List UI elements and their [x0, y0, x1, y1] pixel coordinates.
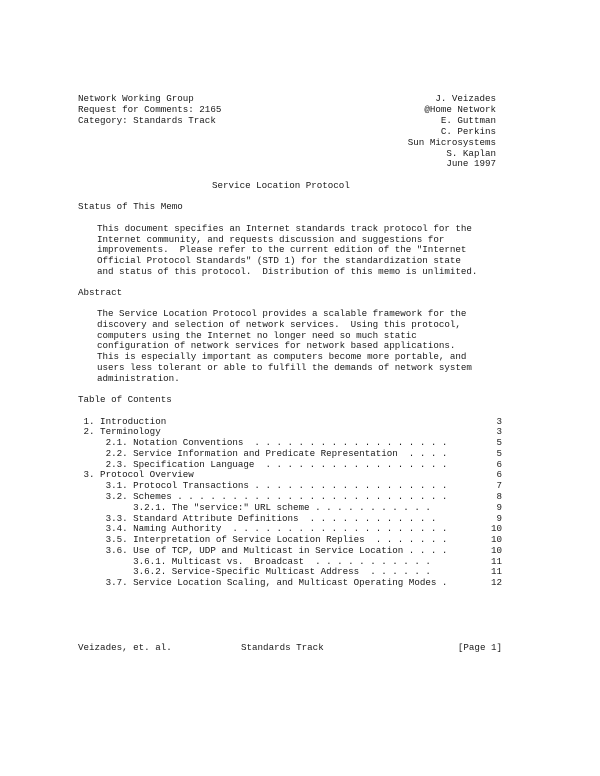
toc-entry[interactable]: 3. Protocol Overview [78, 469, 194, 480]
header-affiliation-2: Sun Microsystems [407, 137, 496, 148]
toc-entry[interactable]: 2. Terminology [78, 426, 161, 437]
header-author-4: S. Kaplan [446, 148, 496, 159]
status-line: Internet community, and requests discussion and suggestions for [97, 234, 445, 245]
toc-page-number: 6 [496, 469, 502, 480]
toc-page-number: 7 [496, 480, 502, 491]
toc-page-number: 9 [496, 513, 502, 524]
toc-heading: Table of Contents [78, 394, 172, 405]
toc-page-number: 5 [496, 437, 502, 448]
toc-page-number: 3 [496, 416, 502, 427]
toc-page-number: 5 [496, 448, 502, 459]
toc-page-number: 6 [496, 459, 502, 470]
toc-entry[interactable]: 3.6.2. Service-Specific Multicast Address . . . . . . [78, 566, 431, 577]
abstract-line: administration. [97, 373, 180, 384]
abstract-line: configuration of network services for network based applications. [97, 340, 456, 351]
toc-entry[interactable]: 1. Introduction [78, 416, 167, 427]
toc-entry[interactable]: 3.5. Interpretation of Service Location Replies . . . . . . . [78, 534, 448, 545]
toc-page-number: 9 [496, 502, 502, 513]
toc-page-number: 10 [490, 545, 502, 556]
status-line: and status of this protocol. Distribution of this memo is unlimited. [97, 266, 478, 277]
toc-entry[interactable]: 3.3. Standard Attribute Definitions . . . . . . . . . . . . [78, 513, 437, 524]
header-working-group: Network Working Group [78, 93, 194, 104]
toc-page-number: 3 [496, 426, 502, 437]
toc-entry[interactable]: 3.7. Service Location Scaling, and Multicast Operating Modes . [78, 577, 448, 588]
abstract-line: users less tolerant or able to fulfill the demands of network system [97, 362, 472, 373]
header-date: June 1997 [446, 158, 496, 169]
abstract-line: discovery and selection of network services. Using this protocol, [97, 319, 461, 330]
status-heading: Status of This Memo [78, 201, 183, 212]
toc-entry[interactable]: 2.2. Service Information and Predicate Representation . . . . [78, 448, 448, 459]
toc-entry[interactable]: 3.6.1. Multicast vs. Broadcast . . . . . . . . . . . [78, 556, 431, 567]
footer-authors: Veizades, et. al. [78, 642, 172, 653]
header-affiliation-1: @Home Network [424, 104, 496, 115]
toc-entry[interactable]: 3.2. Schemes . . . . . . . . . . . . . . . . . . . . . . . . . [78, 491, 448, 502]
header-author-2: E. Guttman [440, 115, 496, 126]
abstract-line: The Service Location Protocol provides a scalable framework for the [97, 308, 467, 319]
toc-entry[interactable]: 3.1. Protocol Transactions . . . . . . . . . . . . . . . . . . [78, 480, 448, 491]
toc-page-number: 11 [490, 566, 502, 577]
toc-page-number: 11 [490, 556, 502, 567]
header-author-3: C. Perkins [440, 126, 496, 137]
abstract-line: This is especially important as computers become more portable, and [97, 351, 467, 362]
footer-track: Standards Track [241, 642, 324, 653]
toc-entry[interactable]: 2.3. Specification Language . . . . . . . . . . . . . . . . . [78, 459, 448, 470]
header-rfc-number: Request for Comments: 2165 [78, 104, 222, 115]
toc-page-number: 10 [490, 534, 502, 545]
header-author-1: J. Veizades [435, 93, 496, 104]
status-line: improvements. Please refer to the current edition of the "Internet [97, 244, 467, 255]
toc-entry[interactable]: 3.6. Use of TCP, UDP and Multicast in Service Location . . . . [78, 545, 448, 556]
document-title: Service Location Protocol [212, 180, 350, 191]
toc-entry[interactable]: 2.1. Notation Conventions . . . . . . . . . . . . . . . . . . [78, 437, 448, 448]
toc-page-number: 10 [490, 523, 502, 534]
abstract-heading: Abstract [78, 287, 123, 298]
toc-page-number: 12 [490, 577, 502, 588]
toc-page-number: 8 [496, 491, 502, 502]
status-line: This document specifies an Internet standards track protocol for the [97, 223, 472, 234]
status-line: Official Protocol Standards" (STD 1) for the standardization state [97, 255, 461, 266]
toc-entry[interactable]: 3.4. Naming Authority . . . . . . . . . . . . . . . . . . . . [78, 523, 448, 534]
header-category: Category: Standards Track [78, 115, 216, 126]
toc-entry[interactable]: 3.2.1. The "service:" URL scheme . . . . . . . . . . . [78, 502, 431, 513]
footer-page-number: [Page 1] [457, 642, 502, 653]
abstract-line: computers using the Internet no longer need so much static [97, 330, 417, 341]
